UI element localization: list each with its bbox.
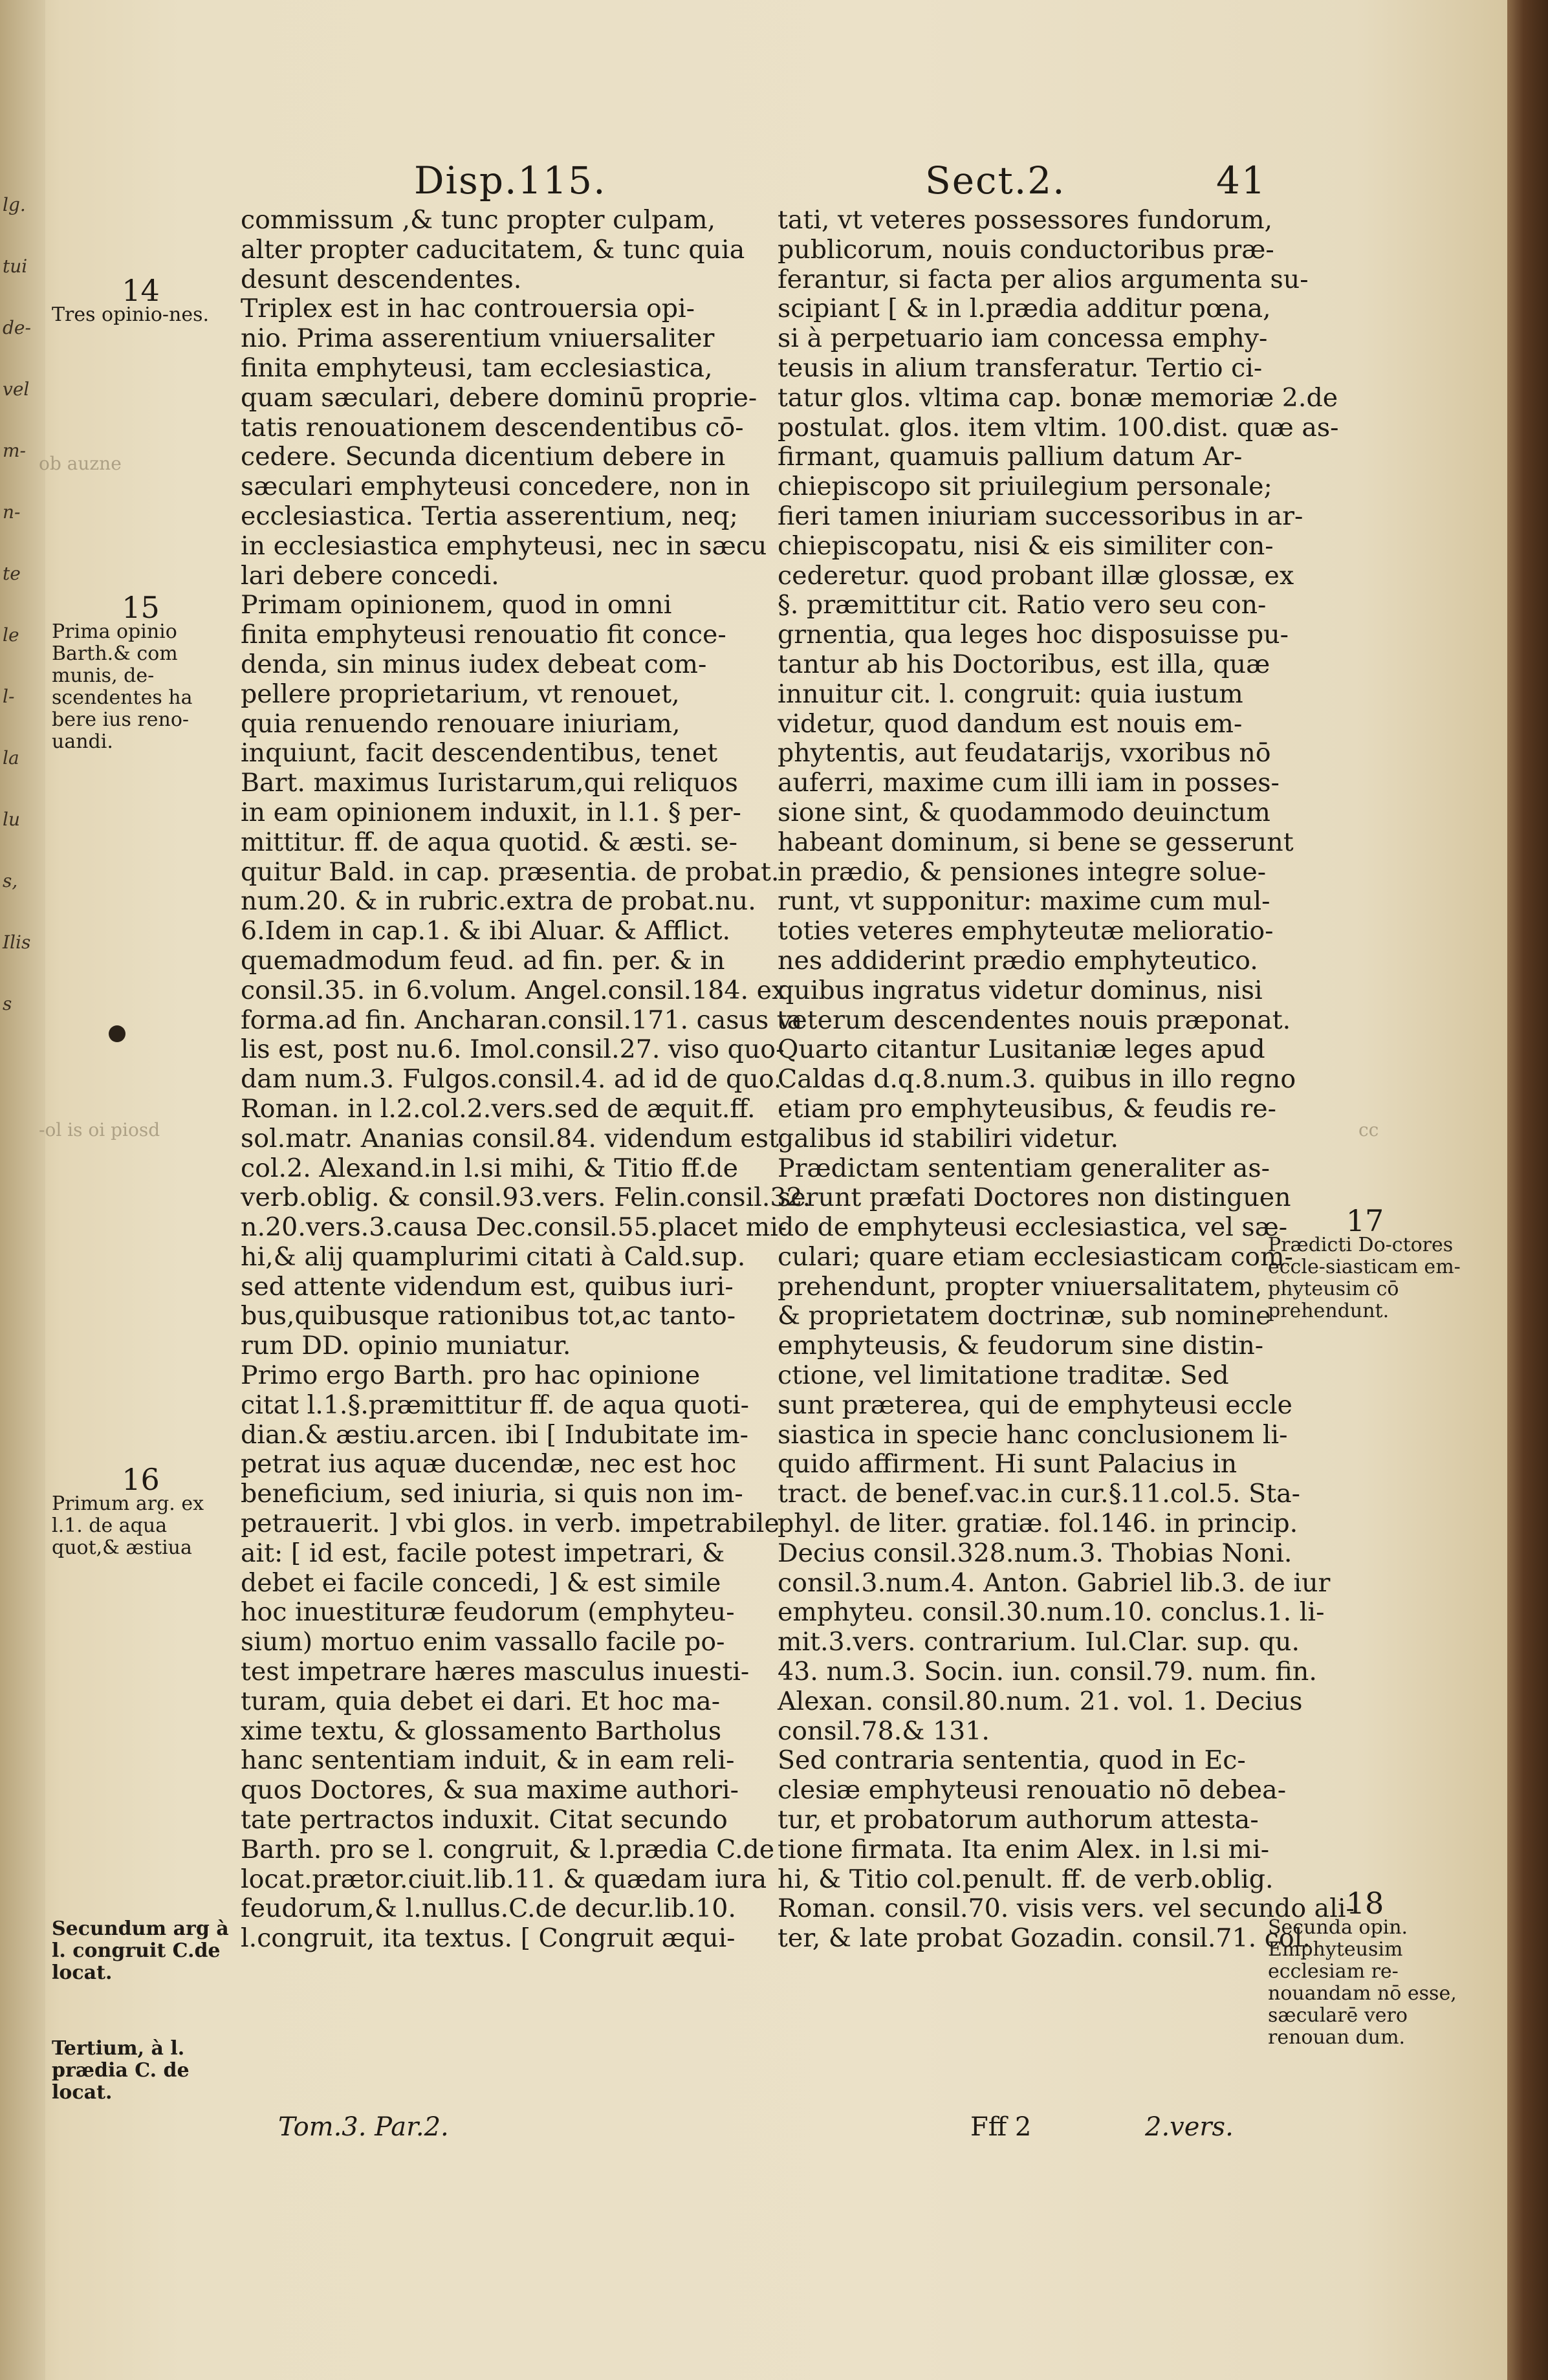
text-line: dam num.3. Fulgos.consil.4. ad id de quo. [241,1064,782,1095]
text-line: galibus id stabiliri videtur. [778,1123,1119,1153]
gutter-fragment: lu [3,809,20,830]
running-head-center: Sect.2. [925,158,1066,202]
text-line: tati, vt veteres possessores fundorum, [778,205,1273,235]
text-line: hoc inuestituræ feudorum (emphyteu- [241,1597,735,1628]
text-line: Triplex est in hac controuersia opi- [241,294,695,324]
sidenote-14 [52,273,230,326]
text-line: auferri, maxime cum illi iam in posses- [778,768,1280,798]
text-line: chiepiscopatu, nisi & eis similiter con- [778,530,1274,561]
left-text-column [241,205,811,1954]
sidenote-text: Primum arg. ex l.1. de aqua quot,& æstiua [52,1492,204,1559]
sidenote-number: 16 [122,1462,160,1497]
text-line: hi, & Titio col.penult. ff. de verb.oblig. [778,1864,1274,1894]
text-line: tate pertractos induxit. Citat secundo [241,1805,728,1835]
text-line: do de emphyteusi ecclesiastica, vel sæ- [778,1212,1288,1243]
gutter-fragment: n- [3,501,21,523]
text-line: col.2. Alexand.in l.si mihi, & Titio ff.de [241,1153,738,1183]
text-line: phytentis, aut feudatarijs, vxoribus nō [778,738,1271,769]
text-line: debet ei facile concedi, ] & est simile [241,1567,721,1598]
text-line: pellere proprietarium, vt renouet, [241,679,680,709]
sidenote-18 [1268,1886,1462,2049]
text-line: emphyteu. consil.30.num.10. conclus.1. li- [778,1597,1325,1628]
text-line: tatur glos. vltima cap. bonæ memoriæ 2.de [778,382,1338,413]
text-line: finita emphyteusi, tam ecclesiastica, [241,353,713,383]
text-line: chiepiscopo sit priuilegium personale; [778,472,1272,502]
text-line: quemadmodum feud. ad fin. per. & in [241,945,725,976]
gutter-fragment: l- [3,686,15,707]
text-line: serunt præfati Doctores non distinguen [778,1183,1291,1213]
text-line: §. præmittitur cit. Ratio vero seu con- [778,590,1267,620]
gutter-fragment: vel [3,378,30,400]
text-line: innuitur cit. l. congruit: quia iustum [778,679,1243,709]
text-line: publicorum, nouis conductoribus præ- [778,234,1274,265]
text-line: tantur ab his Doctoribus, est illa, quæ [778,649,1270,679]
text-line: quam sæculari, debere dominū proprie- [241,382,758,413]
ink-blot [109,1025,125,1042]
text-line: Primo ergo Barth. pro hac opinione [241,1360,701,1391]
right-text-column [778,205,1355,1954]
gutter-fragment: te [3,563,21,584]
text-line: tract. de benef.vac.in cur.§.11.col.5. Sta- [778,1479,1300,1509]
text-line: grnentia, qua leges hoc disposuisse pu- [778,620,1289,650]
gutter-fragment: s, [3,870,18,891]
text-line: mittitur. ff. de aqua quotid. & æsti. se- [241,827,737,857]
gutter-fragment: Ilis [3,932,31,953]
text-line: ait: [ id est, facile potest impetrari, & [241,1538,725,1568]
sidenote-text: Tres opinio-nes. [52,303,210,326]
text-line: lis est, post nu.6. Imol.consil.27. viso quo- [241,1034,785,1065]
text-line: Alexan. consil.80.num. 21. vol. 1. Decius [778,1686,1303,1716]
text-line: Primam opinionem, quod in omni [241,590,672,620]
text-line: petrat ius aquæ ducendæ, nec est hoc [241,1449,737,1479]
text-line: veterum descendentes nouis præponat. [778,1005,1291,1035]
gutter-fragment: la [3,747,19,769]
previous-page-gutter [0,0,45,2380]
gutter-fragment: de- [3,317,31,338]
text-line: num.20. & in rubric.extra de probat.nu. [241,886,756,917]
sidenote-16 [52,1462,230,1559]
text-line: quitur Bald. in cap. præsentia. de probat. [241,857,779,887]
text-line: mit.3.vers. contrarium. Iul.Clar. sup. qu. [778,1627,1300,1657]
text-line: Barth. pro se l. congruit, & l.prædia C.de [241,1834,775,1864]
text-line: 43. num.3. Socin. iun. consil.79. num. fin. [778,1657,1317,1687]
text-line: finita emphyteusi renouatio fit conce- [241,620,726,650]
text-line: n.20.vers.3.causa Dec.consil.55.placet mi- [241,1212,787,1243]
text-line: siastica in specie hanc conclusionem li- [778,1419,1288,1450]
text-line: hanc sententiam induit, & in eam reli- [241,1745,735,1776]
text-line: Sed contraria sententia, quod in Ec- [778,1745,1246,1776]
text-line: feudorum,& l.nullus.C.de decur.lib.10. [241,1894,736,1924]
sidenote-number: 17 [1346,1203,1384,1238]
text-line: forma.ad fin. Ancharan.consil.171. casus ta [241,1005,803,1035]
sidenote-number: 18 [1346,1886,1384,1921]
sidenote-text: Prima opinio Barth.& com munis, de-scendentes ha bere ius reno-uandi. [52,620,193,753]
sidenote-tertium [52,2038,230,2104]
text-line: quido affirment. Hi sunt Palacius in [778,1449,1237,1479]
text-line: Roman. in l.2.col.2.vers.sed de æquit.ff. [241,1093,756,1124]
text-line: fieri tamen iniuriam successoribus in ar- [778,501,1303,531]
text-line: nes addiderint prædio emphyteutico. [778,945,1258,976]
text-line: emphyteusis, & feudorum sine distin- [778,1331,1264,1361]
text-line: turam, quia debet ei dari. Et hoc ma- [241,1686,721,1716]
text-line: citat l.1.§.præmittitur ff. de aqua quoti- [241,1390,750,1420]
text-line: tur, et probatorum authorum attesta- [778,1805,1259,1835]
bleed-through-text: -ol is oi piosd [39,1119,160,1141]
running-head-left: Disp.115. [414,158,607,202]
sidenote-text: Secunda opin. Emphyteusim ecclesiam re-nouandam nō esse, sæcularē vero renouan dum. [1268,1916,1457,2049]
text-line: firmant, quamuis pallium datum Ar- [778,442,1243,472]
text-line: sium) mortuo enim vassallo facile po- [241,1627,725,1657]
text-line: desunt descendentes. [241,264,522,294]
text-line: in ecclesiastica emphyteusi, nec in sæcu [241,530,767,561]
text-line: Decius consil.328.num.3. Thobias Noni. [778,1538,1292,1568]
text-line: habeant dominum, si bene se gesserunt [778,827,1294,857]
text-line: sione sint, & quodammodo deuinctum [778,797,1270,827]
text-line: consil.35. in 6.volum. Angel.consil.184. ex [241,975,787,1005]
text-line: phyl. de liter. gratiæ. fol.146. in princip. [778,1509,1298,1539]
text-line: in eam opinionem induxit, in l.1. § per- [241,797,741,827]
text-line: test impetrare hæres masculus inuesti- [241,1657,750,1687]
sidenote-secundum [52,1918,230,1984]
gutter-fragment: m- [3,440,27,461]
text-line: sæculari emphyteusi concedere, non in [241,472,750,502]
gutter-fragment: lg. [3,194,26,215]
text-line: nio. Prima asserentium vniuersaliter [241,323,715,354]
text-line: 6.Idem in cap.1. & ibi Aluar. & Afflict. [241,916,731,946]
text-line: in prædio, & pensiones integre solue- [778,857,1267,887]
text-line: teusis in alium transferatur. Tertio ci- [778,353,1263,383]
text-line: culari; quare etiam ecclesiasticam com- [778,1241,1293,1272]
text-line: sol.matr. Ananias consil.84. videndum est [241,1123,779,1153]
text-line: & proprietatem doctrinæ, sub nomine [778,1301,1271,1331]
text-line: sunt præterea, qui de emphyteusi eccle [778,1390,1292,1420]
text-line: petrauerit. ] vbi glos. in verb. impetrabile [241,1509,779,1539]
text-line: Bart. maximus Iuristarum,qui reliquos [241,768,738,798]
text-line: etiam pro emphyteusibus, & feudis re- [778,1093,1277,1124]
text-line: ecclesiastica. Tertia asserentium, neq; [241,501,738,531]
bleed-through-text: ob auzne [39,453,122,474]
page-edge-shadow [1507,0,1548,2380]
text-line: commissum ,& tunc propter culpam, [241,205,716,235]
text-line: ferantur, si facta per alios argumenta su- [778,264,1309,294]
gutter-fragment: le [3,624,19,646]
sidenote-15 [52,590,230,753]
gathering-signature: Fff 2 [970,2112,1032,2142]
text-line: denda, sin minus iudex debeat com- [241,649,707,679]
text-line: quibus ingratus videtur dominus, nisi [778,975,1263,1005]
text-line: alter propter caducitatem, & tunc quia [241,234,745,265]
text-line: consil.3.num.4. Anton. Gabriel lib.3. de iur [778,1567,1331,1598]
text-line: sed attente videndum est, quibus iuri- [241,1271,734,1302]
text-line: xime textu, & glossamento Bartholus [241,1716,722,1746]
text-line: runt, vt supponitur: maxime cum mul- [778,886,1270,917]
text-line: hi,& alij quamplurimi citati à Cald.sup. [241,1241,746,1272]
sidenote-text: Secundum arg à l. congruit C.de locat. [52,1917,229,1984]
text-line: Quarto citantur Lusitaniæ leges apud [778,1034,1265,1065]
text-line: Roman. consil.70. visis vers. vel secundo ali- [778,1894,1355,1924]
text-line: quos Doctores, & sua maxime authori- [241,1775,739,1806]
text-line: postulat. glos. item vltim. 100.dist. quæ as- [778,412,1339,442]
sidenote-17 [1268,1203,1462,1322]
text-line: videtur, quod dandum est nouis em- [778,708,1243,739]
text-line: bus,quibusque rationibus tot,ac tanto- [241,1301,736,1331]
text-line: ter, & late probat Gozadin. consil.71. col. [778,1923,1311,1954]
text-line: Caldas d.q.8.num.3. quibus in illo regno [778,1064,1296,1095]
text-line: si à perpetuario iam concessa emphy- [778,323,1268,354]
text-line: toties veteres emphyteutæ melioratio- [778,916,1274,946]
bleed-through-text: cc [1358,1119,1379,1141]
text-line: tatis renouationem descendentibus cō- [241,412,744,442]
gutter-fragment: s [3,993,12,1014]
text-line: cedere. Secunda dicentium debere in [241,442,726,472]
text-line: prehendunt, propter vniuersalitatem, [778,1271,1262,1302]
text-line: verb.oblig. & consil.93.vers. Felin.consil.32. [241,1183,811,1213]
gutter-fragment: tui [3,256,28,277]
sidenote-text: Tertium, à l. prædia C. de locat. [52,2037,190,2104]
text-line: l.congruit, ita textus. [ Congruit æqui- [241,1923,736,1954]
text-line: beneficium, sed iniuria, si quis non im- [241,1479,743,1509]
text-line: scipiant [ & in l.prædia additur pœna, [778,294,1271,324]
sidenote-number: 14 [122,273,160,308]
text-line: rum DD. opinio muniatur. [241,1331,571,1361]
text-line: clesiæ emphyteusi renouatio nō debea- [778,1775,1287,1806]
text-line: locat.prætor.ciuit.lib.11. & quædam iura [241,1864,767,1894]
text-line: cederetur. quod probant illæ glossæ, ex [778,560,1294,591]
text-line: consil.78.& 131. [778,1716,990,1746]
sidenote-text: Prædicti Do-ctores eccle-siasticam em-phyteusim cō prehendunt. [1268,1234,1461,1322]
text-line: inquiunt, facit descendentibus, tenet [241,738,718,769]
text-line: ctione, vel limitatione traditæ. Sed [778,1360,1229,1391]
text-line: lari debere concedi. [241,560,499,591]
volume-signature: Tom.3. Par.2. [278,2112,449,2142]
text-line: Prædictam sententiam generaliter as- [778,1153,1270,1183]
catchword: 2.vers. [1145,2112,1234,2142]
text-line: quia renuendo renouare iniuriam, [241,708,681,739]
sidenote-number: 15 [122,590,160,625]
page-number: 41 [1216,158,1267,202]
text-line: tione firmata. Ita enim Alex. in l.si mi- [778,1834,1270,1864]
text-line: dian.& æstiu.arcen. ibi [ Indubitate im- [241,1419,748,1450]
